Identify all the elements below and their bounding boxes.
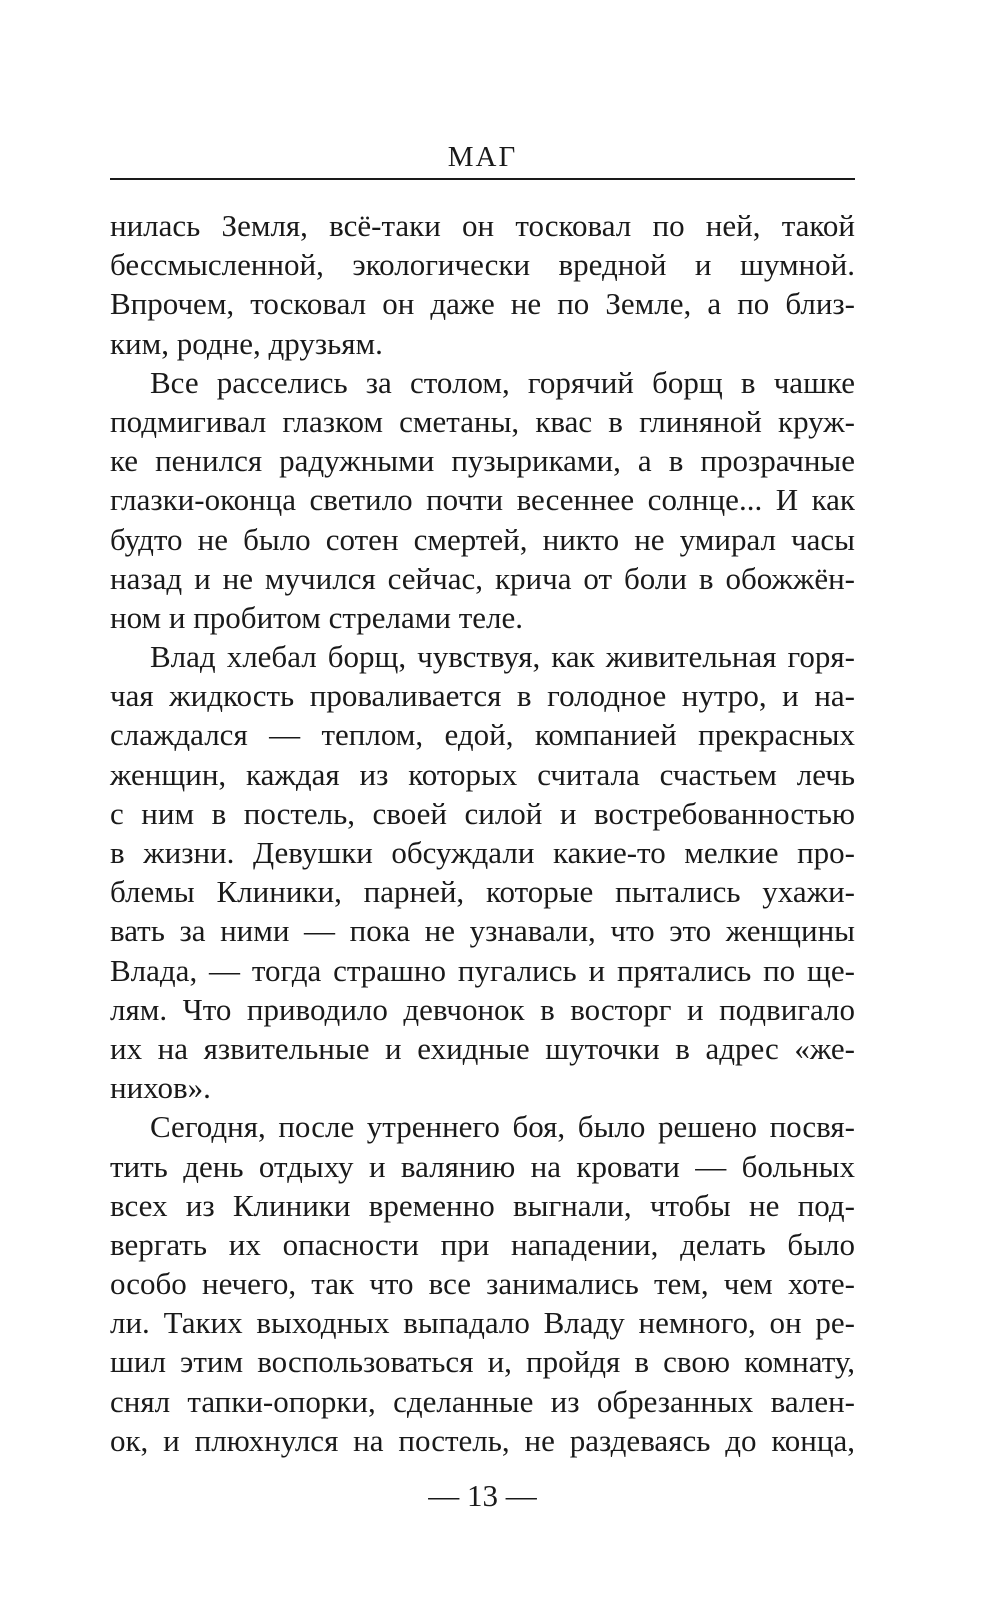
text-line: Все расселись за столом, горячий борщ в чашке [150,364,855,400]
text-line: шил этим воспользоваться и, пройдя в свою комнату, [110,1344,855,1380]
running-head-title: МАГ [447,141,518,173]
text-line: с ним в постель, своей силой и востребованностью [110,795,855,831]
text-line: тить день отдыху и валянию на кровати — больных [110,1148,855,1184]
text-line: вергать их опасности при нападении, делать было [110,1226,855,1262]
text-line: Влад хлебал борщ, чувствуя, как живительная горя- [150,639,855,675]
text-line: нихов». [110,1070,211,1106]
text-line: подмигивал глазком сметаны, квас в глиняной круж- [110,403,855,439]
text-line: Сегодня, после утреннего боя, было решено посвя- [150,1109,855,1145]
text-line: лям. Что приводило девчонок в восторг и подвигало [110,991,855,1027]
text-line: ном и пробитом стрелами теле. [110,599,523,635]
text-line: назад и не мучился сейчас, крича от боли в обожжён- [110,560,855,596]
text-line: бессмысленной, экологически вредной и шумной. [110,247,855,283]
body-text [110,206,855,1460]
text-line: Впрочем, тосковал он даже не по Земле, а по близ- [110,286,855,322]
page-number: — 13 — [428,1478,537,1513]
text-line: вать за ними — пока не узнавали, что это женщины [110,913,855,949]
text-line: женщин, каждая из которых считала счастьем лечь [110,756,855,792]
text-line: нилась Земля, всё-таки он тосковал по ней, такой [110,208,855,243]
text-line: их на язвительные и ехидные шуточки в адрес «же- [110,1030,855,1066]
text-line: снял тапки-опорки, сделанные из обрезанных вален- [110,1383,855,1419]
text-line: блемы Клиники, парней, которые пытались ухажи- [110,874,855,910]
text-line: будто не было сотен смертей, никто не умирал часы [110,521,855,557]
text-line: в жизни. Девушки обсуждали какие-то мелкие про- [110,835,855,870]
header-rule [110,178,855,180]
text-line: Влада, — тогда страшно пугались и прятались по ще- [110,952,855,988]
text-line: ким, родне, друзьям. [110,325,383,361]
text-line: глазки-оконца светило почти весеннее солнце... И как [110,482,855,518]
text-line: ке пенился радужными пузыриками, а в прозрачные [110,443,855,479]
text-line: особо нечего, так что все занимались тем, чем хоте- [110,1266,855,1302]
text-line: чая жидкость проваливается в голодное нутро, и на- [110,678,855,714]
text-line: слаждался — теплом, едой, компанией прекрасных [110,717,855,753]
text-line: ли. Таких выходных выпадало Владу немного, он ре- [110,1305,855,1341]
text-line: ок, и плюхнулся на постель, не раздеваясь до конца, [110,1422,855,1458]
text-line: всех из Клиники временно выгнали, чтобы не под- [110,1187,855,1223]
